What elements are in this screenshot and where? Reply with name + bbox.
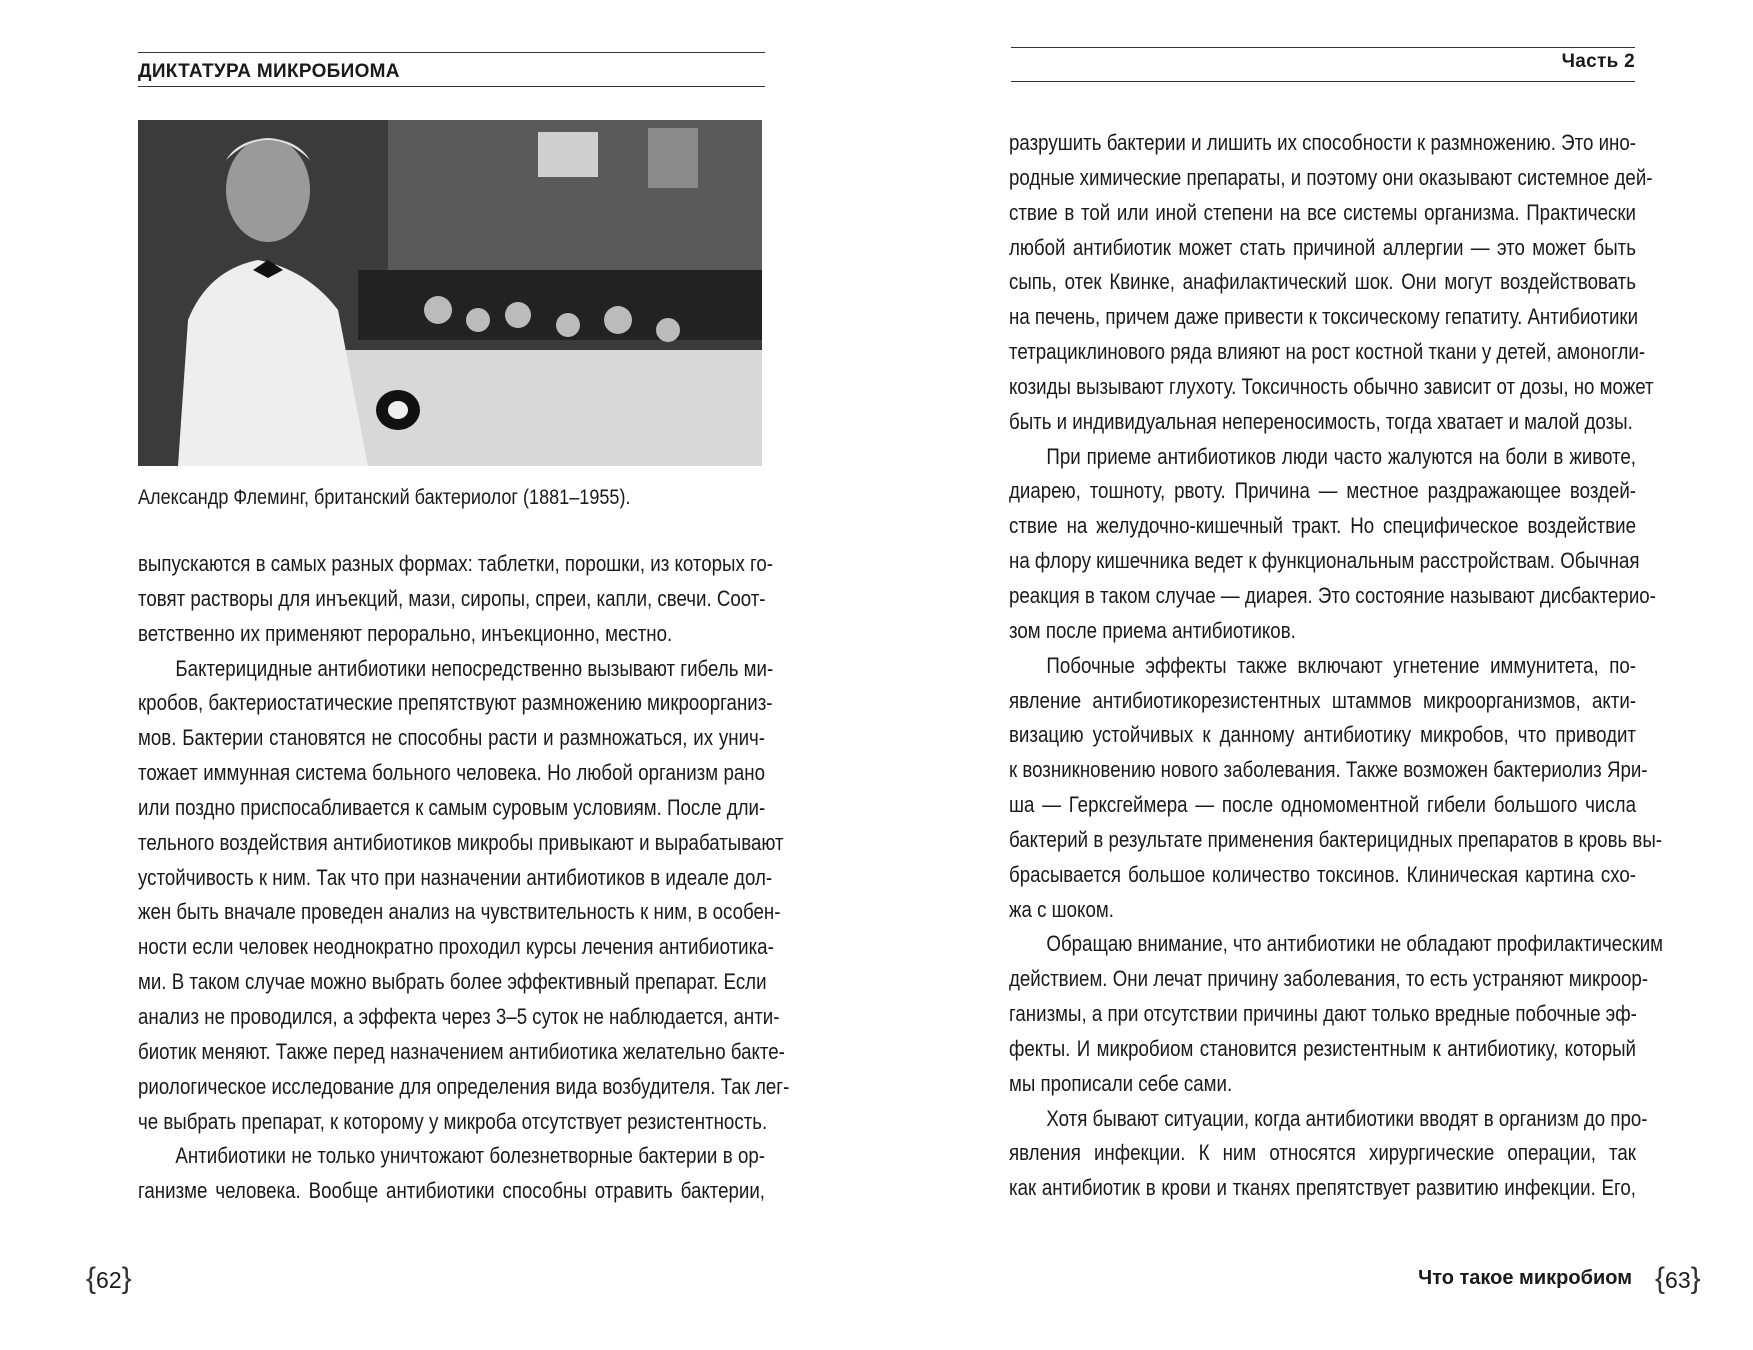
photo-illustration [138, 120, 762, 466]
header-rule-top [1011, 47, 1635, 48]
fleming-photo [138, 120, 762, 466]
running-head-right: Часть 2 [1561, 51, 1635, 72]
page-number-left: {62} [86, 1262, 132, 1295]
text-line: При приеме антибиотиков люди часто жалуются на боли в животе, [1046, 443, 1636, 469]
text-line: кробов, бактериостатические препятствуют размножению микроорганиз- [138, 690, 773, 716]
text-line: товят растворы для инъекций, мази, сиропы, спреи, капли, свечи. Соот- [138, 585, 766, 611]
text-line: любой антибиотик может стать причиной аллергии — это может быть [1009, 234, 1636, 260]
text-line: устойчивость к ним. Так что при назначении антибиотиков в идеале дол- [138, 864, 773, 890]
text-line: Хотя бывают ситуации, когда антибиотики вводят в организм до про- [1046, 1105, 1648, 1131]
text-line: как антибиотик в крови и тканях препятствует развитию инфекции. Его, [1009, 1175, 1636, 1201]
text-line: выпускаются в самых разных формах: таблетки, порошки, из которых го- [138, 551, 774, 576]
text-line: мы прописали себе сами. [1009, 1070, 1233, 1096]
text-line: Побочные эффекты также включают угнетение иммунитета, по- [1046, 652, 1636, 678]
text-line: на флору кишечника ведет к функциональным расстройствам. Обычная [1009, 548, 1640, 574]
text-line: ганизмы, а при отсутствии причины дают только вредные побочные эф- [1009, 1001, 1637, 1027]
text-line: жен быть вначале проведен анализ на чувствительность к ним, в особен- [138, 899, 781, 925]
text-line: анализ не проводился, а эффекта через 3–5 суток не наблюдается, анти- [138, 1003, 780, 1029]
text-line: ветственно их применяют перорально, инъекционно, местно. [138, 620, 673, 646]
photo-caption: Александр Флеминг, британский бактериолог (1881–1955). [138, 486, 631, 509]
text-line: действием. Они лечат причину заболевания, то есть устраняют микроор- [1009, 966, 1649, 992]
page-number-right: {63} [1655, 1262, 1701, 1295]
text-line: явление антибиотикорезистентных штаммов микроорганизмов, акти- [1009, 687, 1636, 713]
text-line: реакция в таком случае — диарея. Это состояние называют дисбактерио- [1009, 582, 1656, 608]
header-rule-bottom [1011, 81, 1635, 82]
text-line: тетрациклинового ряда влияют на рост костной ткани у детей, амоногли- [1009, 339, 1646, 365]
text-line: риологическое исследование для определения вида возбудителя. Так лег- [138, 1073, 790, 1099]
header-rule-bottom [138, 86, 765, 87]
text-line: ности если человек неоднократно проходил курсы лечения антибиотика- [138, 934, 774, 960]
text-line: разрушить бактерии и лишить их способности к размножению. Это ино- [1009, 130, 1636, 155]
text-line: ствие на желудочно-кишечный тракт. Но специфическое воздействие [1009, 513, 1636, 539]
text-line: ганизме человека. Вообще антибиотики способны отравить бактерии, [138, 1178, 765, 1204]
text-line: ствие в той или иной степени на все системы организма. Практически [1009, 199, 1636, 225]
text-line: к возникновению нового заболевания. Также возможен бактериолиз Яри- [1009, 757, 1648, 783]
text-line: родные химические препараты, и поэтому они оказывают системное дей- [1009, 164, 1653, 190]
text-line: быть и индивидуальная непереносимость, тогда хватает и малой дозы. [1009, 408, 1633, 434]
text-line: фекты. И микробиом становится резистентным к антибиотику, который [1009, 1035, 1636, 1061]
text-line: на печень, причем даже привести к токсическому гепатиту. Антибиотики [1009, 304, 1639, 330]
text-line: сыпь, отек Квинке, анафилактический шок. Они могут воздействовать [1009, 269, 1636, 295]
text-line: брасывается большое количество токсинов. Клиническая картина схо- [1009, 861, 1636, 887]
text-line: Обращаю внимание, что антибиотики не обладают профилактическим [1046, 931, 1664, 957]
text-line: ми. В таком случае можно выбрать более эффективный препарат. Если [138, 969, 767, 995]
text-line: ша — Герксгеймера — после одномоментной гибели большого числа [1009, 792, 1636, 818]
text-line: Бактерицидные антибиотики непосредственно вызывают гибель ми- [175, 655, 774, 681]
text-line: тельного воздействия антибиотиков микробы привыкают и вырабатывают [138, 829, 784, 855]
text-line: явления инфекции. К ним относятся хирургические операции, так [1009, 1140, 1636, 1166]
page-number-value: 62 [96, 1267, 122, 1293]
text-line: бактерий в результате применения бактерицидных препаратов в кровь вы- [1009, 826, 1663, 852]
text-line: биотик меняют. Также перед назначением антибиотика желательно бакте- [138, 1038, 785, 1064]
text-line: зом после приема антибиотиков. [1009, 617, 1296, 643]
text-line: жа с шоком. [1009, 896, 1114, 922]
text-line: козиды вызывают глухоту. Токсичность обычно зависит от дозы, но может [1009, 373, 1654, 399]
text-line: визацию устойчивых к данному антибиотику микробов, что приводит [1009, 722, 1636, 748]
text-line: че выбрать препарат, к которому у микроба отсутствует резистентность. [138, 1108, 768, 1134]
text-line: тожает иммунная система больного человека. Но любой организм рано [138, 760, 765, 786]
page-number-value: 63 [1665, 1267, 1691, 1293]
text-line: Антибиотики не только уничтожают болезнетворные бактерии в ор- [175, 1143, 765, 1169]
running-head-left: ДИКТАТУРА МИКРОБИОМА [138, 61, 400, 82]
left-body-text [138, 547, 790, 1209]
right-body-text [1009, 126, 1664, 1206]
text-line: или поздно приспосабливается к самым суровым условиям. После дли- [138, 794, 766, 820]
header-rule-top [138, 52, 765, 53]
text-line: диарею, тошноту, рвоту. Причина — местное раздражающее воздей- [1009, 478, 1636, 504]
footer-title: Что такое микробиом [1418, 1267, 1632, 1289]
text-line: мов. Бактерии становятся не способны расти и размножаться, их унич- [138, 725, 765, 751]
